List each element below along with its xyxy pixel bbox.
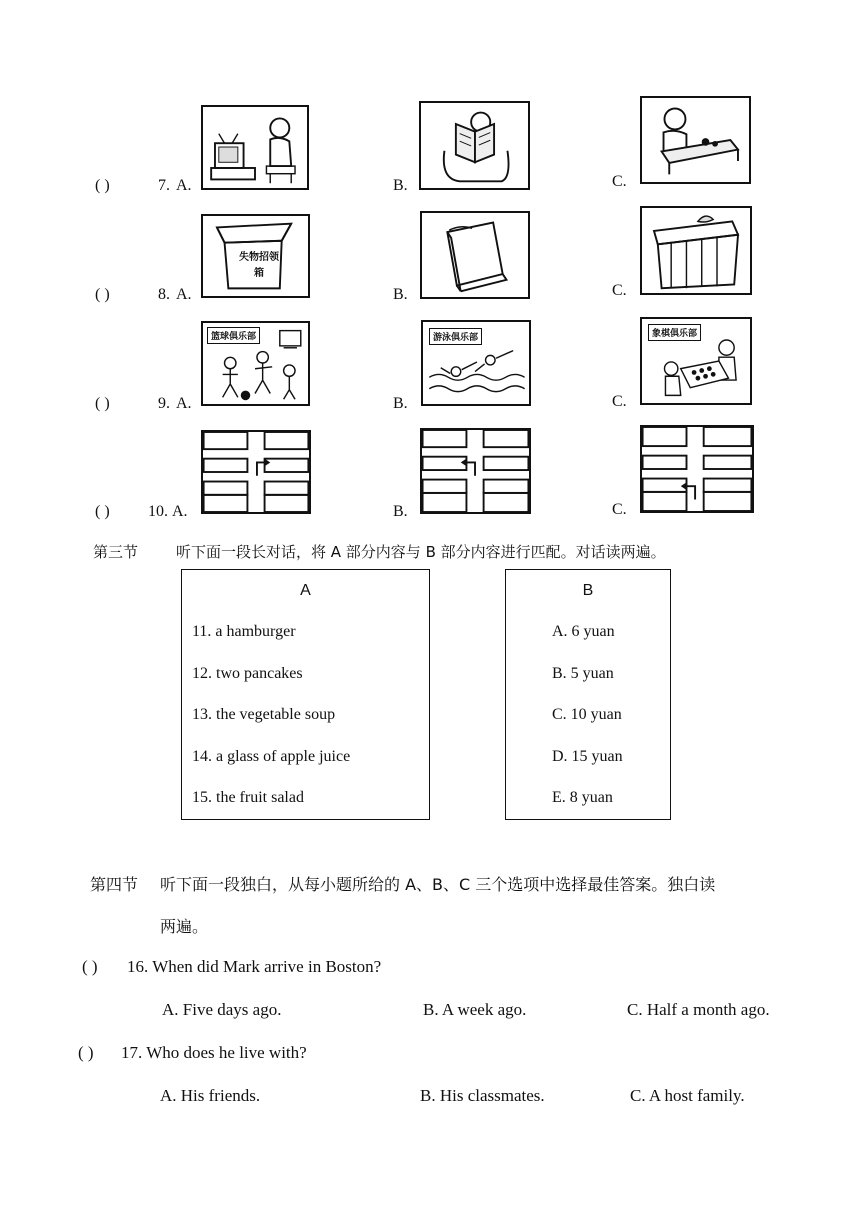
list-item: 11. a hamburger (192, 623, 296, 640)
question-number: 9. (158, 395, 170, 412)
option-label: B. (393, 503, 408, 520)
list-item: C. 10 yuan (552, 706, 622, 723)
option-c[interactable]: C. Half a month ago. (627, 1000, 770, 1019)
question-number: 10. (148, 503, 168, 520)
club-sign: 象棋俱乐部 (648, 324, 701, 341)
newspaper-reading-picture[interactable] (419, 101, 530, 190)
map-turn-left-picture[interactable] (420, 428, 531, 514)
list-item: 12. two pancakes (192, 665, 303, 682)
street-map-icon (422, 430, 529, 512)
option-label: A. (176, 177, 192, 194)
question-number: 7. (158, 177, 170, 194)
desk-scene-icon (642, 98, 749, 182)
option-a[interactable]: A. His friends. (160, 1086, 261, 1105)
option-label: B. (393, 177, 408, 194)
question-number: 8. (158, 286, 170, 303)
option-b[interactable]: B. His classmates. (420, 1086, 545, 1105)
column-a-title: A (300, 582, 311, 599)
tv-scene-icon (203, 107, 307, 188)
option-label: A. (176, 286, 192, 303)
book-icon (422, 213, 528, 297)
gift-icon (642, 208, 750, 293)
section-instruction: 听下面一段长对话，将 A 部分内容与 B 部分内容进行匹配。对话读两遍。 (176, 543, 666, 561)
answer-bracket[interactable]: ( ) (78, 1043, 94, 1062)
map-turn-left-bottom-picture[interactable] (640, 425, 754, 513)
option-label: C. (612, 173, 627, 190)
map-turn-right-picture[interactable] (201, 430, 311, 514)
list-item: E. 8 yuan (552, 789, 613, 806)
list-item: 14. a glass of apple juice (192, 748, 351, 765)
answer-bracket[interactable]: ( ) (95, 177, 110, 194)
option-label: A. (172, 503, 188, 520)
list-item: 15. the fruit salad (192, 789, 304, 806)
question-text: 16. When did Mark arrive in Boston? (127, 957, 382, 976)
club-sign: 篮球俱乐部 (207, 327, 260, 344)
street-map-icon (203, 432, 309, 512)
gift-box-picture[interactable] (640, 206, 752, 295)
answer-bracket[interactable]: ( ) (95, 503, 110, 520)
desk-picture[interactable] (640, 96, 751, 184)
option-label: B. (393, 395, 408, 412)
answer-bracket[interactable]: ( ) (82, 957, 98, 976)
section-instruction: 听下面一段独白，从每小题所给的 A、B、C 三个选项中选择最佳答案。独白读 (160, 875, 716, 894)
reading-scene-icon (421, 103, 528, 188)
section-instruction-cont: 两遍。 (160, 917, 209, 936)
tv-watching-picture[interactable] (201, 105, 309, 190)
list-item: 13. the vegetable soup (192, 706, 336, 723)
section-heading: 第四节 (90, 875, 139, 894)
column-b-box (505, 569, 671, 820)
option-c[interactable]: C. A host family. (630, 1086, 745, 1105)
list-item: B. 5 yuan (552, 665, 614, 682)
column-b-title: B (582, 582, 594, 599)
option-label: C. (612, 393, 627, 410)
list-item: A. 6 yuan (552, 623, 615, 640)
basketball-club-picture[interactable] (201, 321, 310, 406)
option-label: A. (176, 395, 192, 412)
answer-bracket[interactable]: ( ) (95, 286, 110, 303)
option-label: C. (612, 501, 627, 518)
swimming-club-picture[interactable] (421, 320, 531, 406)
option-label: B. (393, 286, 408, 303)
answer-bracket[interactable]: ( ) (95, 395, 110, 412)
column-a-box (181, 569, 430, 820)
book-picture[interactable] (420, 211, 530, 299)
option-a[interactable]: A. Five days ago. (162, 1000, 282, 1019)
box-sign-text: 失物招领箱 (239, 252, 279, 279)
chess-club-picture[interactable] (640, 317, 752, 405)
question-text: 17. Who does he live with? (121, 1043, 307, 1062)
section-heading: 第三节 (93, 543, 139, 561)
option-label: C. (612, 282, 627, 299)
lost-found-box-picture[interactable] (201, 214, 310, 298)
list-item: D. 15 yuan (552, 748, 623, 765)
street-map-icon (642, 427, 752, 511)
option-b[interactable]: B. A week ago. (423, 1000, 527, 1019)
club-sign: 游泳俱乐部 (429, 328, 482, 345)
